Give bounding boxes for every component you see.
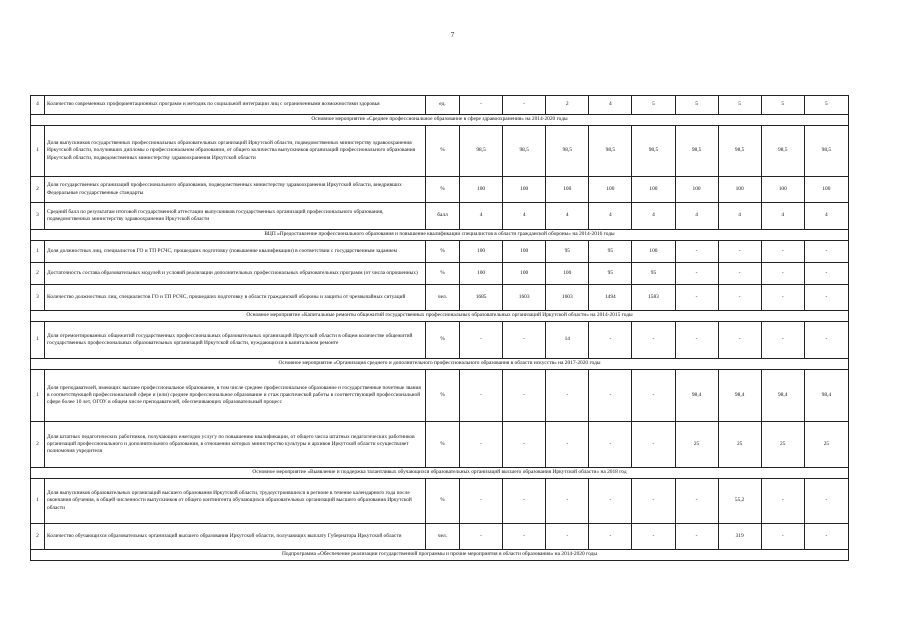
table-row [31, 524, 849, 550]
value-cell: 4 [546, 203, 589, 230]
value-cell: 4 [460, 203, 503, 230]
unit-cell: балл [425, 203, 459, 230]
indicator-description: Доля выпускников государственных профессиональных образовательных организаций Иркутской области, подведомственных министерству здравоохранения Иркутской области, получивших дипломы о профессиональном образовании, от общего количества выпускников организаций профессионального образования Иркутской области, подведомственных министерству здравоохранения Иркутской области [45, 126, 426, 177]
table-row [31, 203, 849, 230]
indicator-description: Достаточность состава образовательных модулей и условий реализации дополнительных профессиональных образовательных программ (от числа опрошенных) [45, 263, 426, 285]
section-heading-row [31, 359, 849, 370]
table-row [31, 322, 849, 359]
unit-cell: чел. [425, 285, 459, 311]
value-cell: - [632, 479, 675, 524]
value-cell: - [460, 370, 503, 422]
value-cell: 98,4 [761, 370, 804, 422]
value-cell: 4 [589, 203, 632, 230]
value-cell: 5 [632, 96, 675, 115]
row-number: 3 [31, 285, 45, 311]
row-number: 2 [31, 177, 45, 203]
table-row [31, 422, 849, 468]
value-cell: 98,5 [632, 126, 675, 177]
value-cell: 4 [675, 203, 718, 230]
value-cell: 4 [718, 203, 761, 230]
section-heading: Подпрограмма «Обеспечение реализации государственной программы и прочие мероприятия в области образования» на 2014-2020 годы [31, 550, 849, 561]
value-cell: 98,4 [675, 370, 718, 422]
value-cell: 98,5 [718, 126, 761, 177]
value-cell: - [460, 322, 503, 359]
section-heading: ВЦП «Предоставление профессионального образования и повышение квалификации специалистов в области гражданской обороны» на 2014-2016 годы [31, 230, 849, 241]
unit-cell: % [425, 479, 459, 524]
value-cell: - [503, 479, 546, 524]
value-cell: 98,5 [675, 126, 718, 177]
indicators-table [30, 95, 849, 561]
value-cell: - [675, 524, 718, 550]
table-row [31, 285, 849, 311]
value-cell: - [761, 479, 804, 524]
value-cell: - [718, 322, 761, 359]
value-cell: - [546, 370, 589, 422]
value-cell: - [761, 263, 804, 285]
value-cell: 100 [632, 177, 675, 203]
value-cell: 98,5 [503, 126, 546, 177]
indicator-description: Средний балл по результатам итоговой государственной аттестации выпускников государственных организаций профессионального образования, подведомственных министерству здравоохранения Иркутской области [45, 203, 426, 230]
value-cell: - [460, 479, 503, 524]
value-cell: - [632, 524, 675, 550]
section-heading-row [31, 230, 849, 241]
value-cell: 98,4 [718, 370, 761, 422]
value-cell: 4 [503, 203, 546, 230]
value-cell: - [503, 524, 546, 550]
table-row [31, 370, 849, 422]
row-number: 1 [31, 126, 45, 177]
value-cell: - [589, 370, 632, 422]
value-cell: 5 [675, 96, 718, 115]
value-cell: 95 [632, 263, 675, 285]
indicator-description: Доля отремонтированных общежитий государственных профессиональных образовательных организаций Иркутской области в общем количестве общежитий государственных профессиональных образовательных организаций Иркутской области, нуждающихся в капитальном ремонте [45, 322, 426, 359]
value-cell: 5 [761, 96, 804, 115]
value-cell: - [589, 422, 632, 468]
value-cell: 25 [718, 422, 761, 468]
section-heading-row [31, 311, 849, 322]
section-heading: Основное мероприятие «Организация среднего и дополнительного профессионального образования в области искусств» на 2017-2020 годы [31, 359, 849, 370]
section-heading: Основное мероприятие «Среднее профессиональное образование в сфере здравоохранения» на 2014-2020 годы [31, 115, 849, 126]
value-cell: 98,5 [589, 126, 632, 177]
value-cell: 4 [632, 203, 675, 230]
value-cell: 100 [804, 177, 848, 203]
value-cell: 25 [675, 422, 718, 468]
value-cell: 5 [718, 96, 761, 115]
row-number: 2 [31, 524, 45, 550]
row-number: 1 [31, 479, 45, 524]
value-cell: - [460, 422, 503, 468]
value-cell: 98,5 [546, 126, 589, 177]
indicator-description: Доля государственных организаций профессионального образования, подведомственных министерству здравоохранения Иркутской области, внедривших Федеральные государственные стандарты [45, 177, 426, 203]
value-cell: 4 [804, 203, 848, 230]
table-row [31, 263, 849, 285]
section-heading-row [31, 468, 849, 479]
indicator-description: Доля преподавателей, имеющих высшее профессиональное образование, в том числе среднее профессиональное образование и государственные почетные звания в соответствующей профессиональной сфере и (или) среднее профессиональное образование и стаж практической работы в соответствующей профессиональной сфере более 10 лет, ОГОУ в общем числе преподавателей, обеспечивающих образовательный процесс [45, 370, 426, 422]
table-row [31, 126, 849, 177]
indicator-description: Доля штатных педагогических работников, получающих ежегодно услугу по повышению квалификации, от общего числа штатных педагогических работников организаций профессионального и дополнительного образования, в отношении которых министерство культуры и архивов Иркутской области осуществляет полномочия учредителя [45, 422, 426, 468]
value-cell: 4 [761, 203, 804, 230]
value-cell: - [632, 370, 675, 422]
unit-cell: % [425, 177, 459, 203]
value-cell: - [546, 524, 589, 550]
value-cell: 25 [761, 422, 804, 468]
value-cell: 1603 [503, 285, 546, 311]
value-cell: - [675, 322, 718, 359]
row-number: 1 [31, 241, 45, 263]
value-cell: 100 [503, 263, 546, 285]
value-cell: - [460, 524, 503, 550]
value-cell: 319 [718, 524, 761, 550]
value-cell: - [675, 241, 718, 263]
row-number: 3 [31, 203, 45, 230]
value-cell: 100 [761, 177, 804, 203]
unit-cell: ед. [425, 96, 459, 115]
value-cell: 100 [675, 177, 718, 203]
table-row [31, 96, 849, 115]
indicator-description: Количество должностных лиц, специалистов ГО и ТП РСЧС, прошедших подготовку в области гражданской обороны и защиты от чрезвычайных ситуаций [45, 285, 426, 311]
table-row [31, 479, 849, 524]
unit-cell: % [425, 126, 459, 177]
value-cell: - [503, 370, 546, 422]
page-number: 7 [450, 31, 455, 39]
value-cell: 100 [503, 241, 546, 263]
indicator-description: Доля выпускников образовательных организаций высшего образования Иркутской области, трудоустроившихся в регионе в течение календарного года после окончания обучения, в общей численности выпускников от общего контингента обучающихся образовательных организаций высшего образования Иркутской области [45, 479, 426, 524]
row-number: 2 [31, 422, 45, 468]
value-cell: 100 [503, 177, 546, 203]
value-cell: - [632, 322, 675, 359]
value-cell: - [804, 524, 848, 550]
value-cell: - [546, 422, 589, 468]
value-cell: 100 [460, 263, 503, 285]
value-cell: 5 [804, 96, 848, 115]
value-cell: - [718, 241, 761, 263]
value-cell: - [761, 241, 804, 263]
value-cell: - [718, 263, 761, 285]
value-cell: - [804, 322, 848, 359]
value-cell: 95 [546, 241, 589, 263]
value-cell: 100 [546, 263, 589, 285]
unit-cell: % [425, 370, 459, 422]
unit-cell: % [425, 263, 459, 285]
value-cell: 4 [589, 96, 632, 115]
value-cell: 100 [460, 177, 503, 203]
value-cell: 98,5 [761, 126, 804, 177]
value-cell: - [589, 322, 632, 359]
value-cell: - [761, 524, 804, 550]
value-cell: 14 [546, 322, 589, 359]
value-cell: - [503, 96, 546, 115]
value-cell: 100 [589, 177, 632, 203]
value-cell: - [589, 524, 632, 550]
value-cell: - [804, 263, 848, 285]
indicator-description: Доля должностных лиц, специалистов ГО и ТП РСЧС, прошедших подготовку (повышение квалификации) в соответствии с государственным заданием [45, 241, 426, 263]
value-cell: - [546, 479, 589, 524]
value-cell: 100 [632, 241, 675, 263]
value-cell: 98,4 [804, 370, 848, 422]
unit-cell: % [425, 241, 459, 263]
value-cell: - [804, 285, 848, 311]
value-cell: - [503, 422, 546, 468]
value-cell: 100 [460, 241, 503, 263]
unit-cell: % [425, 322, 459, 359]
row-number: 4 [31, 96, 45, 115]
value-cell: 1603 [546, 285, 589, 311]
row-number: 1 [31, 322, 45, 359]
value-cell: 98,5 [804, 126, 848, 177]
value-cell: - [675, 263, 718, 285]
value-cell: - [460, 96, 503, 115]
value-cell: - [632, 422, 675, 468]
value-cell: - [804, 241, 848, 263]
value-cell: 100 [546, 177, 589, 203]
value-cell: 1685 [460, 285, 503, 311]
value-cell: 100 [718, 177, 761, 203]
value-cell: 95 [589, 241, 632, 263]
value-cell: - [675, 479, 718, 524]
indicator-description: Количество современных профориентационных программ и методик по социальной интеграции лиц с ограниченными возможностями здоровья [45, 96, 426, 115]
value-cell: 98,5 [460, 126, 503, 177]
table-row [31, 177, 849, 203]
section-heading-row [31, 115, 849, 126]
row-number: 1 [31, 370, 45, 422]
section-heading: Основное мероприятие «Выявление и поддержка талантливых обучающихся образовательных организаций высшего образования Иркутской области» на 2018 год [31, 468, 849, 479]
table-row [31, 241, 849, 263]
value-cell: - [761, 322, 804, 359]
value-cell: 1494 [589, 285, 632, 311]
section-heading-row [31, 550, 849, 561]
row-number: 2 [31, 263, 45, 285]
value-cell: - [718, 285, 761, 311]
section-heading: Основное мероприятие «Капитальные ремонты общежитий государственных профессиональных образовательных организаций Иркутской области» на 2014-2015 годы [31, 311, 849, 322]
value-cell: 95 [589, 263, 632, 285]
value-cell: - [503, 322, 546, 359]
value-cell: - [804, 479, 848, 524]
value-cell: - [589, 479, 632, 524]
value-cell: 25 [804, 422, 848, 468]
value-cell: - [761, 285, 804, 311]
indicator-description: Количество обучающихся образовательных организаций высшего образования Иркутской области, получающих выплату Губернатора Иркутской области [45, 524, 426, 550]
value-cell: 55,2 [718, 479, 761, 524]
value-cell: 1583 [632, 285, 675, 311]
unit-cell: чел. [425, 524, 459, 550]
value-cell: - [675, 285, 718, 311]
unit-cell: % [425, 422, 459, 468]
value-cell: 2 [546, 96, 589, 115]
